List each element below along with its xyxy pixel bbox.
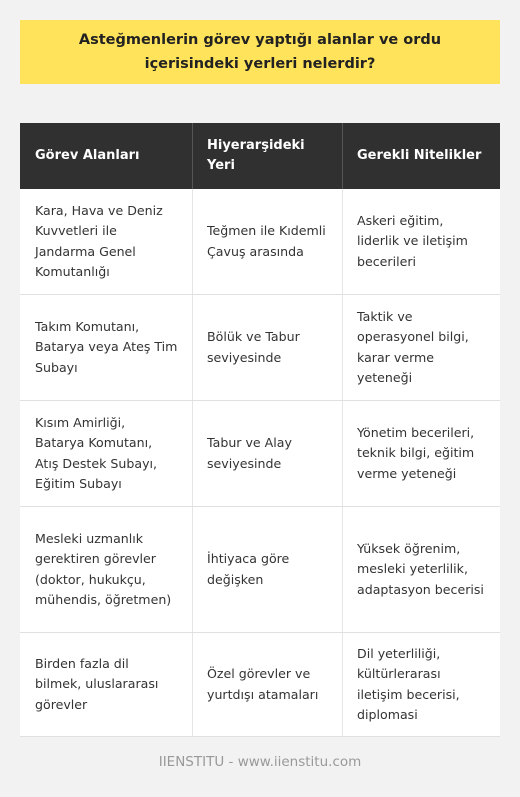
cell-nitelik: Yüksek öğrenim, mesleki yeterlilik, adaptasyon becerisi <box>342 507 500 632</box>
cell-hiyerarsi: Bölük ve Tabur seviyesinde <box>192 295 342 400</box>
cell-gorev-alani: Kara, Hava ve Deniz Kuvvetleri ile Jandarma Genel Komutanlığı <box>35 202 163 279</box>
table-row <box>20 633 500 737</box>
cell-gorev-alani: Takım Komutanı, Batarya veya Ateş Tim Subayı <box>35 318 178 375</box>
cell-gorev-alani: Birden fazla dil bilmek, uluslararası görevler <box>35 655 159 712</box>
cell-gorev-alani: Kısım Amirliği, Batarya Komutanı, Atış Destek Subayı, Eğitim Subayı <box>35 414 158 491</box>
cell-nitelik: Dil yeterliliği, kültürlerarası iletişim becerisi, diplomasi <box>342 633 500 736</box>
table-row <box>20 189 500 295</box>
header-gerekli-nitelikler: Gerekli Nitelikler <box>342 123 500 189</box>
cell-nitelik: Yönetim becerileri, teknik bilgi, eğitim verme yeteneği <box>342 401 500 506</box>
title-banner <box>20 20 500 84</box>
cell-nitelik: Askeri eğitim, liderlik ve iletişim becerileri <box>342 189 500 294</box>
cell-gorev-alani: Mesleki uzmanlık gerektiren görevler (doktor, hukukçu, mühendis, öğretmen) <box>35 530 172 607</box>
cell-hiyerarsi: Özel görevler ve yurtdışı atamaları <box>192 633 342 736</box>
header-hiyerarsideki-yeri: Hiyerarşideki Yeri <box>192 123 342 189</box>
page-title: Asteğmenlerin görev yaptığı alanlar ve ordu içerisindeki yerleri nelerdir? <box>78 32 442 72</box>
cell-hiyerarsi: Teğmen ile Kıdemli Çavuş arasında <box>192 189 342 294</box>
footer-credit: IIENSTITU - www.iienstitu.com <box>158 754 362 770</box>
table-row <box>20 401 500 507</box>
cell-hiyerarsi: Tabur ve Alay seviyesinde <box>192 401 342 506</box>
info-table <box>20 123 500 737</box>
cell-hiyerarsi: İhtiyaca göre değişken <box>192 507 342 632</box>
table-row <box>20 507 500 633</box>
cell-nitelik: Taktik ve operasyonel bilgi, karar verme yeteneği <box>342 295 500 400</box>
table-header-row <box>20 123 500 189</box>
table-row <box>20 295 500 401</box>
header-gorev-alanlari: Görev Alanları <box>35 147 140 163</box>
